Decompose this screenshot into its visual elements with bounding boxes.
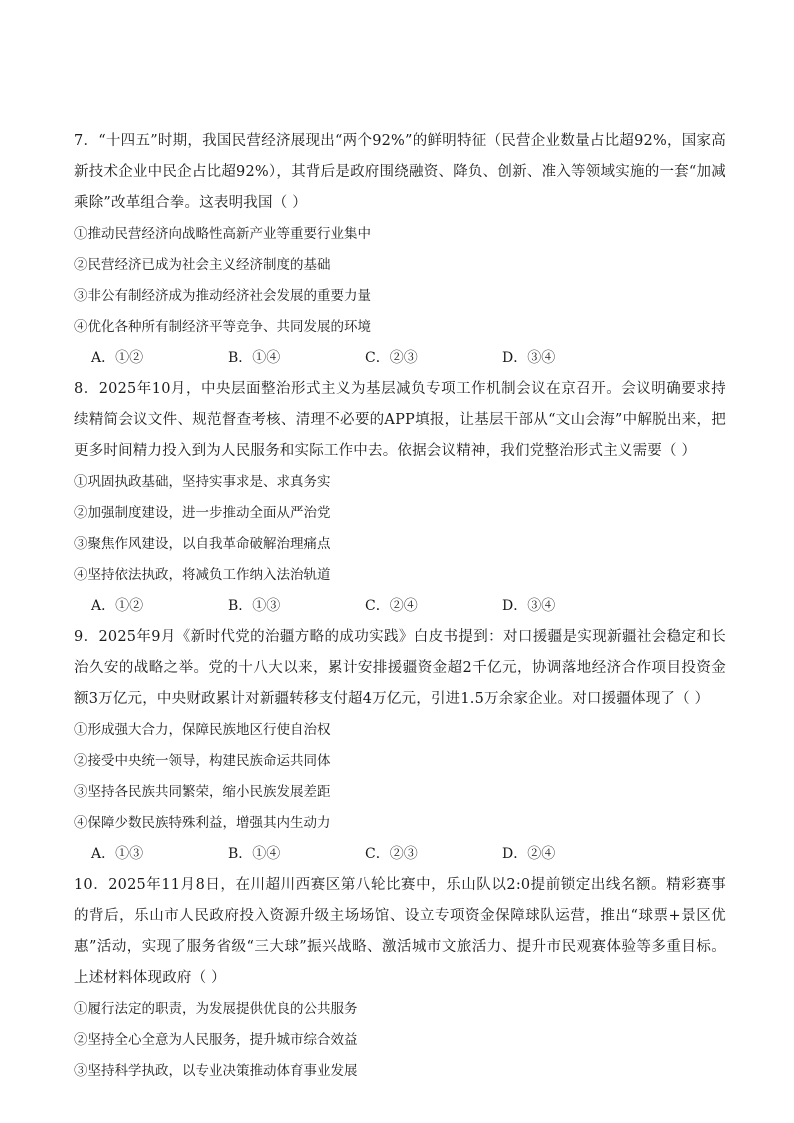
- option-3: ③坚持各民族共同繁荣，缩小民族发展差距: [74, 784, 331, 800]
- option-3: ③坚持科学执政，以专业决策推动体育事业发展: [74, 1063, 358, 1079]
- answer-choices: [74, 343, 726, 374]
- question-10: [74, 870, 726, 1087]
- option-1: ①巩固执政基础，坚持实事求是、求真务实: [74, 474, 331, 490]
- choice-a: A．①②: [91, 598, 144, 614]
- choice-c: C．②④: [365, 598, 418, 614]
- option-1: ①推动民营经济向战略性高新产业等重要行业集中: [74, 226, 371, 242]
- question-7: [74, 126, 726, 374]
- option-4: ④保障少数民族特殊利益，增强其内生动力: [74, 815, 331, 831]
- question-stem: 7．“十四五”时期，我国民营经济展现出“两个92%”的鲜明特征（民营企业数量占比超92%，国家高新技术企业中民企占比超92%），其背后是政府围绕融资、降负、创新、准入等领域实施的一套“加减乘除”改革组合拳。这表明我国（ ）: [74, 133, 726, 211]
- option-2: ②坚持全心全意为人民服务，提升城市综合效益: [74, 1032, 358, 1048]
- question-stem: 8．2025年10月，中央层面整治形式主义为基层减负专项工作机制会议在京召开。会议明确要求持续精简会议文件、规范督查考核、清理不必要的APP填报，让基层干部从“文山会海”中解脱出来，把更多时间精力投入到为人民服务和实际工作中去。依据会议精神，我们党整治形式主义需要（ ）: [74, 381, 726, 459]
- question-stem: 9．2025年9月《新时代党的治疆方略的成功实践》白皮书提到：对口援疆是实现新疆社会稳定和长治久安的战略之举。党的十八大以来，累计安排援疆资金超2千亿元，协调落地经济合作项目投资金额3万亿元，中央财政累计对新疆转移支付超4万亿元，引进1.5万余家企业。对口援疆体现了（ ）: [74, 629, 726, 707]
- question-stem: 10．2025年11月8日，在川超川西赛区第八轮比赛中，乐山队以2:0提前锁定出线名额。精彩赛事的背后，乐山市人民政府投入资源升级主场场馆、设立专项资金保障球队运营，推出“球票+景区优惠”活动，实现了服务省级“三大球”振兴战略、激活城市文旅活力、提升市民观赛体验等多重目标。上述材料体现政府（ ）: [74, 877, 726, 986]
- option-2: ②加强制度建设，进一步推动全面从严治党: [74, 505, 331, 521]
- option-2: ②接受中央统一领导，构建民族命运共同体: [74, 753, 331, 769]
- option-2: ②民营经济已成为社会主义经济制度的基础: [74, 257, 331, 273]
- choice-a: A．①②: [91, 350, 144, 366]
- question-9: [74, 622, 726, 870]
- option-3: ③非公有制经济成为推动经济社会发展的重要力量: [74, 288, 371, 304]
- choice-c: C．②③: [365, 350, 418, 366]
- answer-choices: [74, 591, 726, 622]
- option-3: ③聚焦作风建设，以自我革命破解治理痛点: [74, 536, 331, 552]
- question-8: [74, 374, 726, 622]
- choice-a: A．①③: [91, 846, 144, 862]
- option-4: ④坚持依法执政，将减负工作纳入法治轨道: [74, 567, 331, 583]
- choice-b: B．①③: [228, 598, 281, 614]
- choice-d: D．②④: [502, 846, 556, 862]
- option-4: ④优化各种所有制经济平等竞争、共同发展的环境: [74, 319, 371, 335]
- choice-b: B．①④: [228, 846, 281, 862]
- choice-d: D．③④: [502, 598, 556, 614]
- choice-d: D．③④: [502, 350, 556, 366]
- choice-c: C．②③: [365, 846, 418, 862]
- option-1: ①履行法定的职责，为发展提供优良的公共服务: [74, 1001, 358, 1017]
- exam-page: [74, 126, 726, 1087]
- option-1: ①形成强大合力，保障民族地区行使自治权: [74, 722, 331, 738]
- choice-b: B．①④: [228, 350, 281, 366]
- answer-choices: [74, 839, 726, 870]
